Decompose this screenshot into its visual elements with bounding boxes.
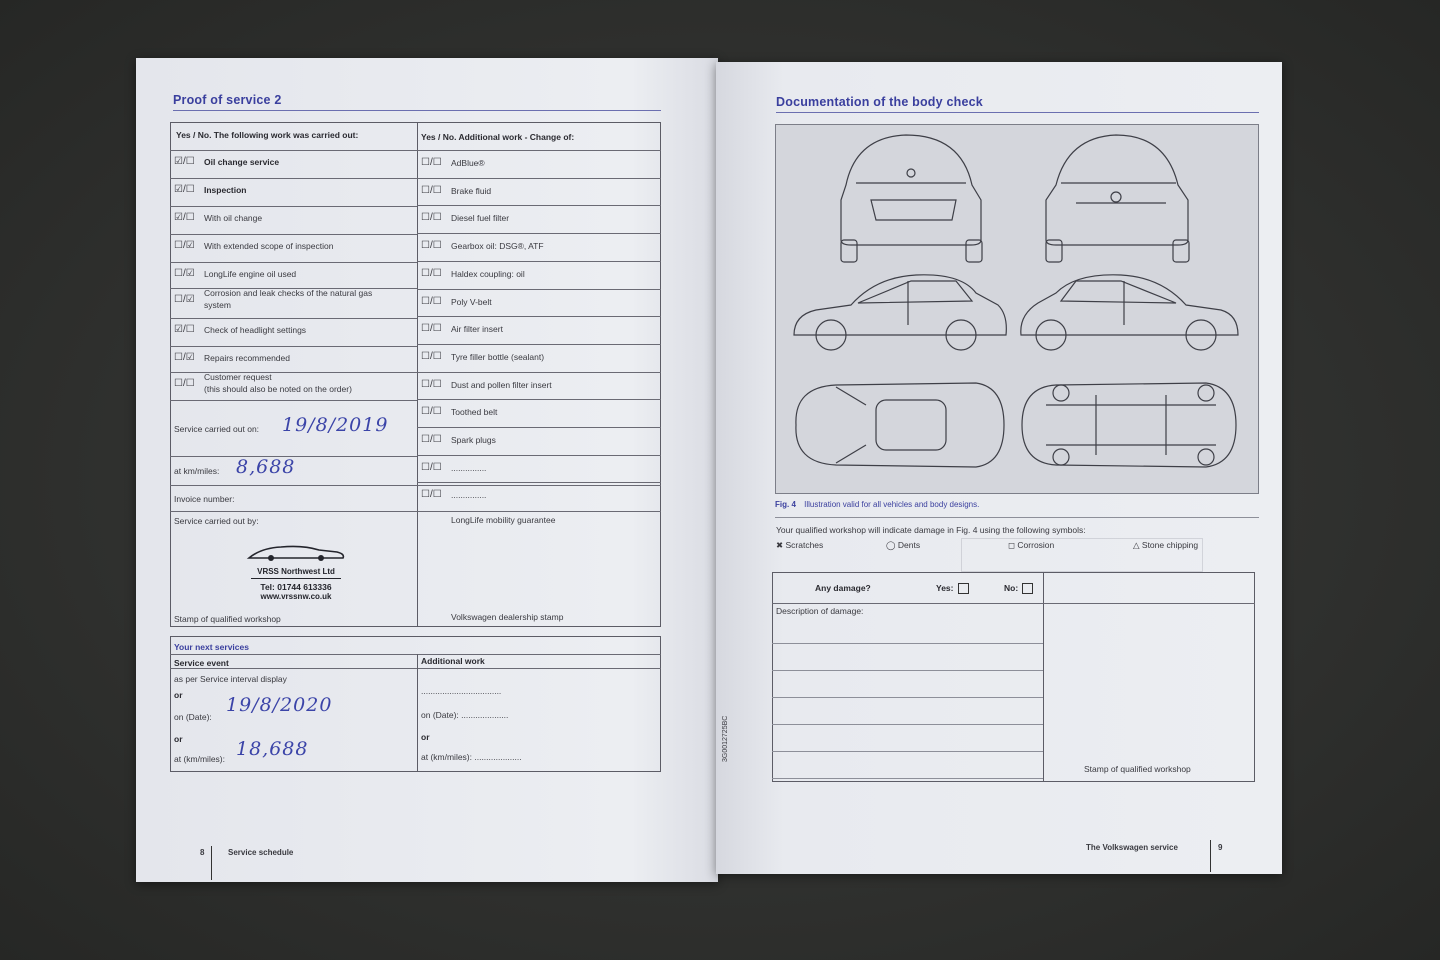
mileage-label: at km/miles:	[174, 466, 220, 476]
figure-caption-text: Illustration valid for all vehicles and body designs.	[804, 500, 980, 509]
row-line	[170, 318, 417, 319]
col1-header: Yes / No. The following work was carried out:	[176, 130, 359, 140]
row-line	[170, 400, 417, 401]
work-item-checkbox[interactable]: ☑/☐	[174, 156, 195, 167]
dots-line: ..................................	[421, 686, 502, 696]
row-line	[417, 178, 661, 179]
additional-item-label: Diesel fuel filter	[451, 213, 510, 224]
work-item-label: LongLife engine oil used	[204, 269, 297, 279]
row-line	[417, 233, 661, 234]
row-line	[170, 511, 661, 512]
left-page	[136, 58, 718, 882]
row-line	[417, 372, 661, 373]
row-line	[170, 346, 417, 347]
footer-page-number: 8	[200, 848, 205, 857]
additional-item-checkbox[interactable]: ☐/☐	[421, 240, 442, 252]
next-km-label: at (km/miles):	[174, 754, 225, 764]
yes-checkbox-label[interactable]	[936, 583, 969, 594]
work-item-checkbox[interactable]: ☐/☑	[174, 294, 195, 305]
divider	[775, 517, 1259, 518]
next-km-label-2: at (km/miles): ....................	[421, 752, 522, 762]
side-code: 3G0012725BC	[722, 715, 729, 762]
stamp-workshop-label: Stamp of qualified workshop	[174, 614, 281, 624]
additional-item-checkbox[interactable]: ☐/☐	[421, 489, 442, 501]
stamp-dealer-label: Volkswagen dealership stamp	[451, 612, 564, 622]
description-line	[772, 670, 1043, 671]
work-item-checkbox[interactable]: ☐/☑	[174, 268, 195, 279]
or-label: or	[421, 732, 430, 742]
footer-page-number: 9	[1218, 843, 1223, 852]
row-line	[170, 262, 417, 263]
footer-divider	[211, 846, 212, 880]
next-date-label: on (Date):	[174, 712, 212, 722]
yes-checkbox[interactable]	[958, 583, 969, 594]
work-item-checkbox[interactable]: ☐/☑	[174, 352, 195, 363]
work-item-checkbox[interactable]: ☑/☐	[174, 184, 195, 195]
additional-item-label: Gearbox oil: DSG®, ATF	[451, 241, 544, 252]
footer-divider	[1210, 840, 1211, 872]
no-checkbox[interactable]	[1022, 583, 1033, 594]
row-line	[417, 289, 661, 290]
work-item-label: Oil change service	[204, 157, 280, 167]
additional-item-checkbox[interactable]: ☐/☐	[421, 461, 442, 473]
symbol-dents: ◯ Dents	[886, 540, 921, 550]
work-item-label: With oil change	[204, 213, 263, 223]
row-line	[170, 234, 417, 235]
additional-item-checkbox[interactable]: ☐/☐	[421, 267, 442, 279]
additional-item-checkbox[interactable]: ☐/☐	[421, 212, 442, 224]
additional-item-label: Tyre filler bottle (sealant)	[451, 351, 545, 362]
next-date-label-2: on (Date): ....................	[421, 710, 509, 720]
figure-caption	[775, 500, 979, 509]
additional-item-label: Poly V-belt	[451, 296, 492, 307]
any-damage-label: Any damage?	[815, 583, 871, 593]
additional-item-checkbox[interactable]: ☐/☐	[421, 350, 442, 362]
column-divider	[417, 122, 418, 627]
faint-stamp-impression	[961, 538, 1203, 572]
row-line	[417, 344, 661, 345]
work-item-label: Inspection	[204, 185, 247, 195]
next-km-handwritten: 18,688	[236, 738, 309, 760]
row-line	[170, 178, 417, 179]
no-label: No:	[1004, 583, 1019, 593]
next-date-handwritten: 19/8/2020	[226, 694, 333, 716]
longlife-label: LongLife mobility guarantee	[451, 515, 556, 525]
or-label: or	[174, 734, 183, 744]
stamp-web: www.vrssnw.co.uk	[260, 592, 332, 601]
row-line	[170, 288, 417, 289]
service-date-handwritten: 19/8/2019	[282, 414, 389, 436]
right-page	[716, 62, 1282, 874]
row-line	[170, 668, 661, 669]
figure-label: Fig. 4	[775, 500, 796, 509]
additional-item-label: Toothed belt	[451, 407, 498, 418]
row-line	[170, 150, 417, 151]
as-per-label: as per Service interval display	[174, 674, 287, 684]
title-rule	[776, 112, 1259, 113]
work-item-checkbox[interactable]: ☐/☑	[174, 240, 195, 251]
row-line	[417, 316, 661, 317]
additional-item-label: Spark plugs	[451, 435, 496, 445]
row-line	[170, 654, 661, 655]
additional-item-checkbox[interactable]: ☐/☐	[421, 184, 442, 196]
work-item-label: Check of headlight settings	[204, 325, 307, 335]
stamp-tel: Tel: 01744 613336	[260, 582, 332, 592]
footer-section: The Volkswagen service	[1086, 843, 1178, 852]
yes-label: Yes:	[936, 583, 954, 593]
additional-item-label: Brake fluid	[451, 185, 492, 196]
mileage-handwritten: 8,688	[236, 456, 296, 478]
description-line	[772, 778, 1043, 779]
description-line	[772, 697, 1043, 698]
page-title: Proof of service 2	[173, 93, 282, 107]
row-line	[417, 205, 661, 206]
work-item-label: Corrosion and leak checks of the natural gas	[204, 288, 373, 298]
car-logo-icon	[241, 542, 351, 562]
description-line	[772, 643, 1043, 644]
row-line	[170, 206, 417, 207]
car-diagram-icon	[776, 125, 1258, 493]
next-col1-header: Service event	[174, 658, 229, 668]
title-rule	[173, 110, 661, 111]
workshop-stamp	[241, 542, 351, 601]
description-line	[772, 751, 1043, 752]
col2-header: Yes / No. Additional work - Change of:	[421, 132, 575, 142]
next-col2-header: Additional work	[421, 656, 485, 666]
work-item-checkbox[interactable]: ☐/☐	[174, 378, 195, 389]
description-label: Description of damage:	[776, 606, 864, 616]
carried-out-by-label: Service carried out by:	[174, 516, 259, 526]
work-item-label: Repairs recommended	[204, 353, 290, 363]
additional-item-checkbox[interactable]: ☐/☐	[421, 434, 442, 445]
service-date-label: Service carried out on:	[174, 424, 260, 434]
row-line	[772, 603, 1255, 604]
additional-item-label: ...............	[451, 490, 487, 501]
stamp-name: VRSS Northwest Ltd	[257, 567, 335, 576]
stamp-workshop-label: Stamp of qualified workshop	[1084, 764, 1191, 774]
work-item-label: With extended scope of inspection	[204, 241, 334, 251]
additional-item-checkbox[interactable]: ☐/☐	[421, 323, 442, 335]
or-label: or	[174, 690, 183, 700]
symbol-scratches: ✖ Scratches	[776, 540, 824, 550]
additional-item-checkbox[interactable]: ☐/☐	[421, 378, 442, 390]
work-item-checkbox[interactable]: ☑/☐	[174, 212, 195, 223]
description-line	[772, 724, 1043, 725]
no-checkbox-label[interactable]	[1004, 583, 1033, 594]
row-line	[417, 150, 661, 151]
footer-section: Service schedule	[228, 848, 294, 857]
column-divider	[417, 654, 418, 772]
row-line	[417, 482, 661, 483]
row-line	[417, 455, 661, 456]
body-check-figure	[775, 124, 1259, 494]
additional-item-label: ...............	[451, 462, 487, 473]
symbol-corrosion: ◻ Corrosion	[1008, 540, 1055, 550]
row-line	[417, 427, 661, 428]
next-services-title: Your next services	[174, 642, 249, 652]
work-item-label-line2: (this should also be noted on the order)	[204, 384, 352, 394]
additional-item-label: Air filter insert	[451, 324, 503, 335]
work-item-label-line2: system	[204, 300, 231, 310]
additional-item-checkbox[interactable]: ☐/☐	[421, 406, 442, 418]
additional-item-label: AdBlue®	[451, 158, 485, 168]
row-line	[417, 261, 661, 262]
page-title: Documentation of the body check	[776, 95, 983, 109]
row-line	[170, 372, 417, 373]
additional-item-label: Dust and pollen filter insert	[451, 379, 552, 390]
symbol-stone-chipping: △ Stone chipping	[1133, 540, 1199, 550]
additional-item-checkbox[interactable]: ☐/☐	[421, 295, 442, 307]
symbols-intro: Your qualified workshop will indicate damage in Fig. 4 using the following symbols:	[776, 525, 1086, 535]
row-line	[170, 485, 661, 486]
additional-item-label: Haldex coupling: oil	[451, 268, 525, 279]
row-line	[417, 399, 661, 400]
work-item-label: Customer request	[204, 372, 272, 382]
invoice-label: Invoice number:	[174, 494, 235, 504]
work-item-checkbox[interactable]: ☑/☐	[174, 324, 195, 335]
additional-item-checkbox[interactable]: ☐/☐	[421, 157, 442, 168]
